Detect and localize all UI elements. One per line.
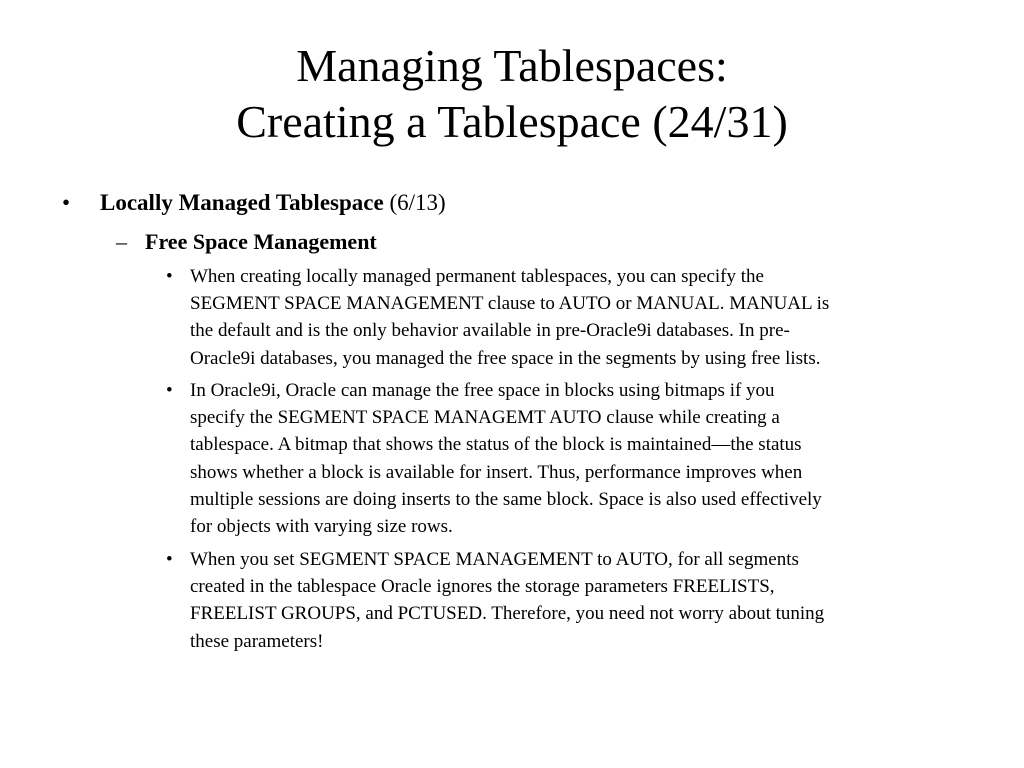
text-line: specify the SEGMENT SPACE MANAGEMT AUTO clause while creating a [190,407,780,429]
text-line: tablespace. A bitmap that shows the status of the block is maintained—the status [190,434,802,456]
bullet-count-text: (6/13) [383,190,446,215]
dash-icon: – [116,229,127,254]
text-line: multiple sessions are doing inserts to the same block. Space is also used effectively [190,488,822,510]
text-line: When creating locally managed permanent tablespaces, you can specify the [190,266,764,287]
bullet-icon: • [166,380,173,401]
bullet-text [100,187,446,219]
slide-title-line-1: Managing Tablespaces: [296,40,728,91]
slide-title-line-2: Creating a Tablespace (24/31) [236,96,788,147]
text-line: Oracle9i databases, you managed the free space in the segments by using free lists. [190,347,821,369]
text-line: for objects with varying size rows. [190,516,453,538]
detail-bullet-text [190,377,962,540]
subbullet-text: Free Space Management [145,229,377,254]
detail-bullet-text [190,546,962,655]
text-line: SEGMENT SPACE MANAGEMENT clause to AUTO or MANUAL. MANUAL is [190,293,830,315]
text-line: created in the tablespace Oracle ignores the storage parameters FREELISTS, [190,576,775,598]
bullet-icon: • [166,549,173,570]
text-line: the default and is the only behavior available in pre-Oracle9i databases. In pre- [190,320,790,342]
bullet-bold-text: Locally Managed Tablespace [100,190,384,215]
text-line: When you set SEGMENT SPACE MANAGEMENT to AUTO, for all segments [190,549,799,570]
text-line: shows whether a block is available for insert. Thus, performance improves when [190,461,803,483]
text-line: FREELIST GROUPS, and PCTUSED. Therefore, you need not worry about tuning [190,603,825,625]
detail-bullet-text [190,263,962,372]
text-line: these parameters! [190,630,324,652]
slide-title [0,38,1024,150]
text-line: In Oracle9i, Oracle can manage the free space in blocks using bitmaps if you [190,380,775,401]
bullet-icon: • [166,266,173,287]
bullet-icon: • [62,190,71,215]
